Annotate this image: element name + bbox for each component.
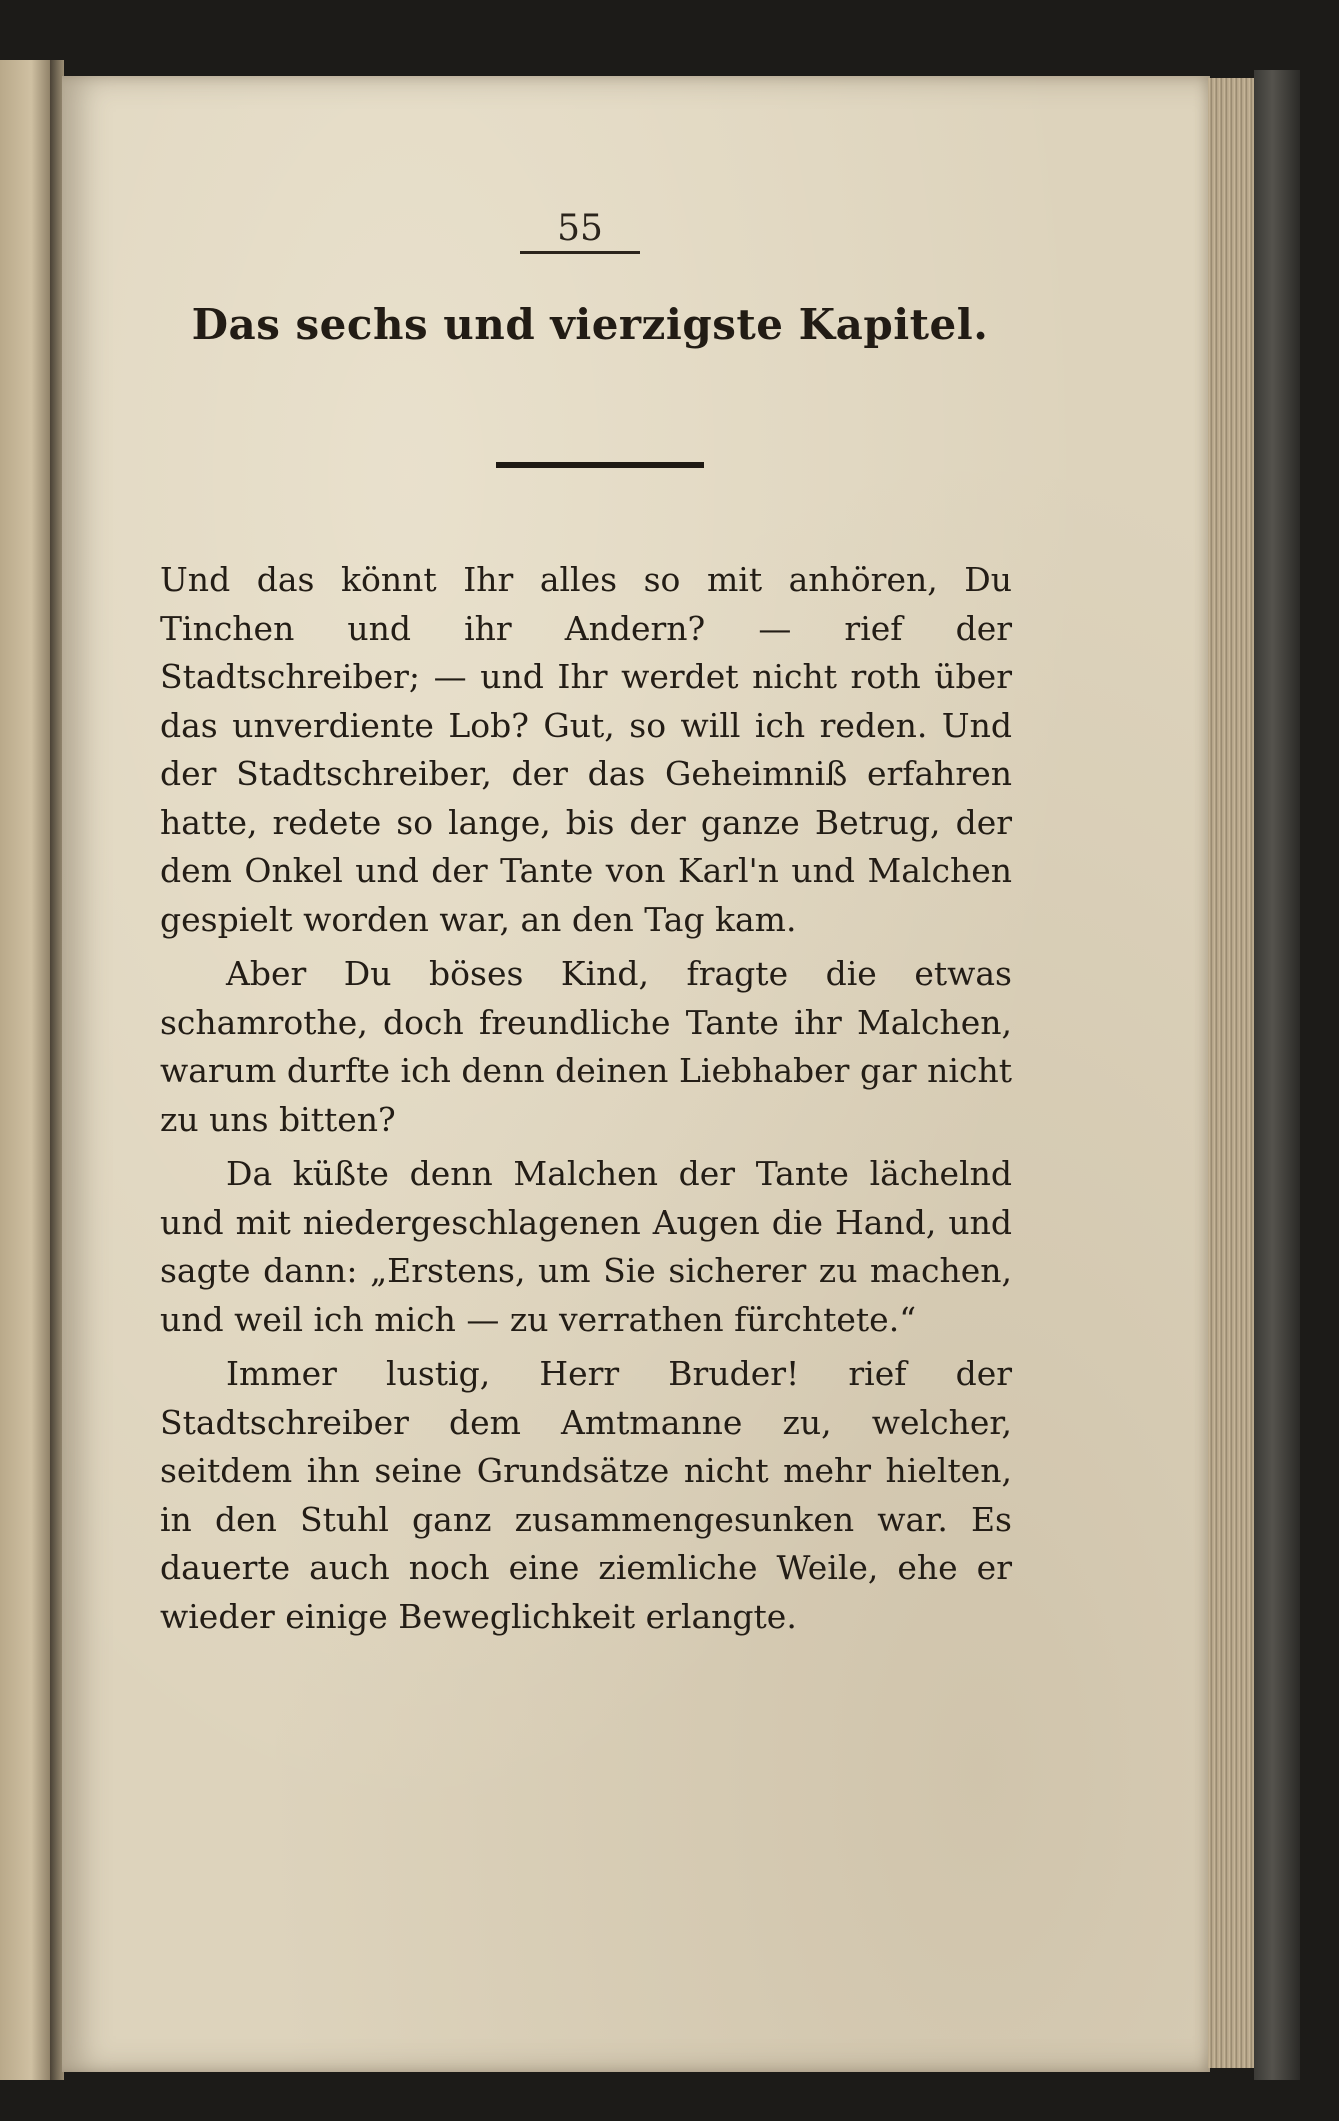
previous-page-edge: [0, 60, 52, 2080]
page-edges: [1208, 78, 1254, 2068]
paragraph-2: Aber Du böses Kind, fragte die etwas schamrothe, doch freundliche Tante ihr Malchen, warum durfte ich denn deinen Liebhaber gar nicht zu uns bitten?: [160, 954, 1012, 1139]
chapter-title: Das sechs und vierzigste Kapitel.: [191, 300, 989, 349]
page-number: 55: [520, 208, 640, 254]
paragraph-1: Und das könnt Ihr alles so mit anhören, Du Tinchen und ihr Andern? — rief der Stadtschreiber; — und Ihr werdet nicht roth über das unverdiente Lob? Gut, so will ich reden. Und der Stadtschreiber, der das Geheimniß erfahren hatte, redete so lange, bis der ganze Betrug, der dem Onkel und der Tante von Karl'n und Malchen gespielt worden war, an den Tag kam.: [160, 560, 1012, 939]
paragraph-4: Immer lustig, Herr Bruder! rief der Stadtschreiber dem Amtmanne zu, welcher, seitdem ihn seine Grundsätze nicht mehr hielten, in den Stuhl ganz zusammengesunken war. Es dauerte auch noch eine ziemliche Weile, ehe er wieder einige Beweglichkeit erlangte.: [160, 1354, 1012, 1636]
paragraph-3: Da küßte denn Malchen der Tante lächelnd und mit niedergeschlagenen Augen die Hand, und sagte dann: „Erstens, um Sie sicherer zu machen, und weil ich mich — zu verrathen fürchtete.“: [160, 1154, 1012, 1339]
title-rule: [496, 462, 704, 468]
body-text: [160, 556, 1012, 1647]
book-cover-edge: [1254, 70, 1300, 2080]
